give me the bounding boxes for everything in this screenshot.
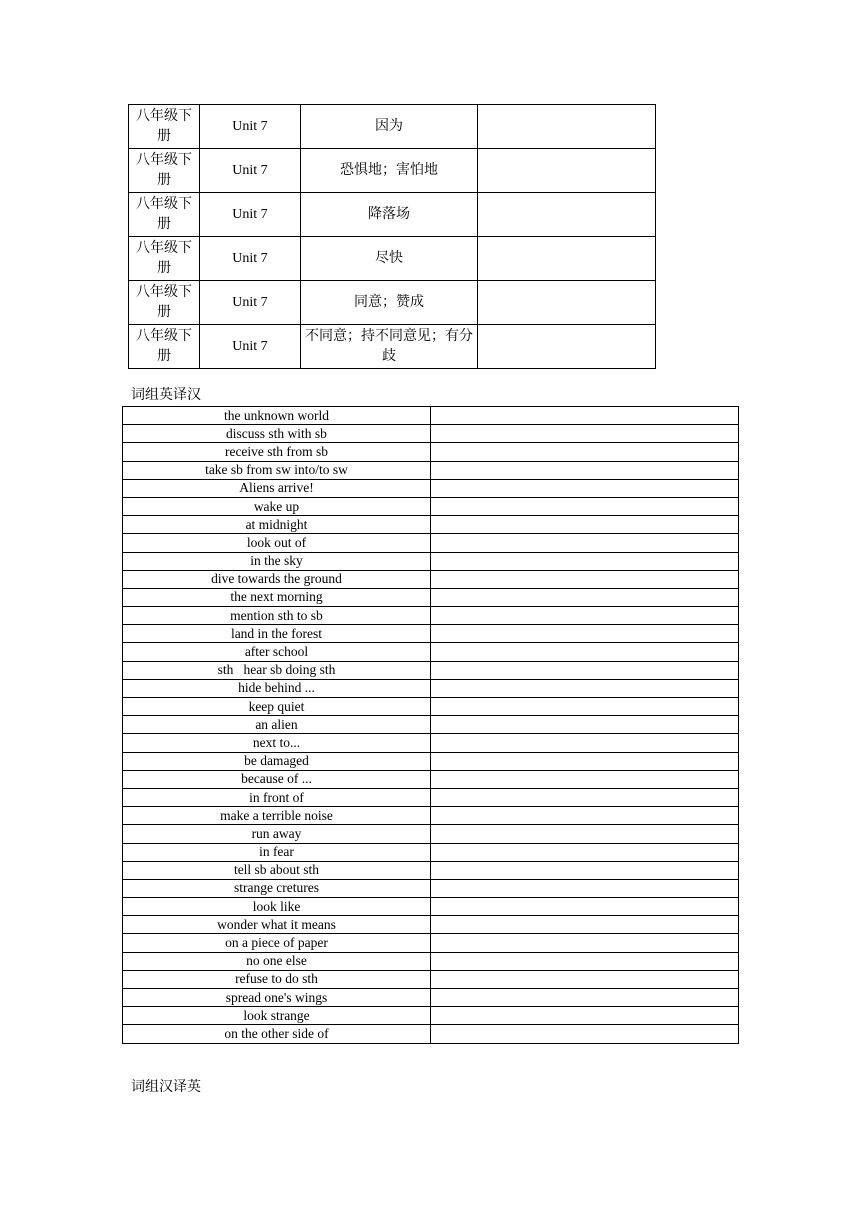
translation-answer-cell (431, 807, 739, 825)
phrase-row (123, 716, 739, 734)
meaning-cell: 尽快 (301, 237, 478, 281)
phrase-row (123, 443, 739, 461)
phrase-row (123, 607, 739, 625)
answer-cell (478, 105, 656, 149)
phrase-row (123, 734, 739, 752)
english-phrase-cell: at midnight (123, 516, 431, 534)
translation-answer-cell (431, 788, 739, 806)
translation-answer-cell (431, 570, 739, 588)
vocab-row (129, 193, 656, 237)
translation-answer-cell (431, 497, 739, 515)
phrase-row (123, 643, 739, 661)
phrase-row (123, 407, 739, 425)
phrase-row (123, 952, 739, 970)
english-phrase-cell: mention sth to sb (123, 607, 431, 625)
english-phrase-cell: hide behind ... (123, 679, 431, 697)
phrase-row (123, 861, 739, 879)
answer-cell (478, 149, 656, 193)
grade-cell: 八年级下册 (129, 193, 200, 237)
translation-answer-cell (431, 679, 739, 697)
english-phrase-cell: next to... (123, 734, 431, 752)
vocabulary-table (128, 104, 656, 369)
phrase-row (123, 479, 739, 497)
english-phrase-cell: take sb from sw into/to sw (123, 461, 431, 479)
translation-answer-cell (431, 861, 739, 879)
english-phrase-cell: no one else (123, 952, 431, 970)
phrase-row (123, 698, 739, 716)
english-phrase-cell: Aliens arrive! (123, 479, 431, 497)
phrase-row (123, 770, 739, 788)
grade-cell: 八年级下册 (129, 237, 200, 281)
english-phrase-cell: because of ... (123, 770, 431, 788)
english-phrase-cell: wake up (123, 497, 431, 515)
phrase-row (123, 661, 739, 679)
meaning-cell: 同意；赞成 (301, 281, 478, 325)
translation-answer-cell (431, 534, 739, 552)
english-phrase-cell: receive sth from sb (123, 443, 431, 461)
english-phrase-cell: tell sb about sth (123, 861, 431, 879)
phrase-row (123, 807, 739, 825)
translation-answer-cell (431, 952, 739, 970)
translation-answer-cell (431, 1025, 739, 1043)
phrase-row (123, 1025, 739, 1043)
phrase-row (123, 461, 739, 479)
english-phrase-cell: make a terrible noise (123, 807, 431, 825)
phrase-row (123, 752, 739, 770)
translation-answer-cell (431, 407, 739, 425)
english-phrase-cell: dive towards the ground (123, 570, 431, 588)
section-heading-en-to-zh: 词组英译汉 (131, 388, 201, 403)
english-phrase-cell: run away (123, 825, 431, 843)
phrase-row (123, 497, 739, 515)
grade-cell: 八年级下册 (129, 325, 200, 369)
vocab-row (129, 149, 656, 193)
translation-answer-cell (431, 443, 739, 461)
phrase-table-body (123, 407, 739, 1044)
english-phrase-cell: in the sky (123, 552, 431, 570)
phrase-row (123, 1007, 739, 1025)
english-phrase-cell: in fear (123, 843, 431, 861)
phrase-row (123, 570, 739, 588)
meaning-cell: 降落场 (301, 193, 478, 237)
english-phrase-cell: spread one's wings (123, 989, 431, 1007)
phrase-row (123, 825, 739, 843)
grade-cell: 八年级下册 (129, 149, 200, 193)
translation-answer-cell (431, 970, 739, 988)
translation-answer-cell (431, 934, 739, 952)
translation-answer-cell (431, 588, 739, 606)
english-phrase-cell: on the other side of (123, 1025, 431, 1043)
english-phrase-cell: in front of (123, 788, 431, 806)
english-phrase-cell: look strange (123, 1007, 431, 1025)
translation-answer-cell (431, 716, 739, 734)
translation-answer-cell (431, 607, 739, 625)
translation-answer-cell (431, 825, 739, 843)
phrase-row (123, 843, 739, 861)
translation-answer-cell (431, 898, 739, 916)
meaning-cell: 恐惧地；害怕地 (301, 149, 478, 193)
section-heading-zh-to-en: 词组汉译英 (131, 1080, 201, 1095)
english-phrase-cell: wonder what it means (123, 916, 431, 934)
phrase-row (123, 425, 739, 443)
english-phrase-cell: look like (123, 898, 431, 916)
phrase-translation-table (122, 406, 739, 1044)
translation-answer-cell (431, 1007, 739, 1025)
english-phrase-cell: the unknown world (123, 407, 431, 425)
meaning-cell: 不同意；持不同意见；有分歧 (301, 325, 478, 369)
answer-cell (478, 193, 656, 237)
vocab-row (129, 325, 656, 369)
phrase-row (123, 879, 739, 897)
unit-cell: Unit 7 (200, 237, 301, 281)
english-phrase-cell: land in the forest (123, 625, 431, 643)
phrase-row (123, 916, 739, 934)
english-phrase-cell: the next morning (123, 588, 431, 606)
translation-answer-cell (431, 479, 739, 497)
phrase-row (123, 625, 739, 643)
english-phrase-cell: after school (123, 643, 431, 661)
answer-cell (478, 325, 656, 369)
english-phrase-cell: look out of (123, 534, 431, 552)
translation-answer-cell (431, 916, 739, 934)
translation-answer-cell (431, 625, 739, 643)
translation-answer-cell (431, 425, 739, 443)
unit-cell: Unit 7 (200, 193, 301, 237)
translation-answer-cell (431, 843, 739, 861)
unit-cell: Unit 7 (200, 281, 301, 325)
unit-cell: Unit 7 (200, 325, 301, 369)
vocabulary-table-body (129, 105, 656, 369)
translation-answer-cell (431, 879, 739, 897)
translation-answer-cell (431, 752, 739, 770)
phrase-row (123, 552, 739, 570)
meaning-cell: 因为 (301, 105, 478, 149)
phrase-row (123, 970, 739, 988)
translation-answer-cell (431, 770, 739, 788)
english-phrase-cell: be damaged (123, 752, 431, 770)
unit-cell: Unit 7 (200, 105, 301, 149)
answer-cell (478, 281, 656, 325)
translation-answer-cell (431, 989, 739, 1007)
vocab-row (129, 105, 656, 149)
translation-answer-cell (431, 516, 739, 534)
phrase-row (123, 788, 739, 806)
phrase-row (123, 516, 739, 534)
english-phrase-cell: strange cretures (123, 879, 431, 897)
english-phrase-cell: refuse to do sth (123, 970, 431, 988)
phrase-row (123, 934, 739, 952)
unit-cell: Unit 7 (200, 149, 301, 193)
english-phrase-cell: on a piece of paper (123, 934, 431, 952)
english-phrase-cell: discuss sth with sb (123, 425, 431, 443)
english-phrase-cell: keep quiet (123, 698, 431, 716)
translation-answer-cell (431, 643, 739, 661)
phrase-row (123, 534, 739, 552)
translation-answer-cell (431, 661, 739, 679)
translation-answer-cell (431, 734, 739, 752)
vocab-row (129, 281, 656, 325)
vocab-row (129, 237, 656, 281)
translation-answer-cell (431, 461, 739, 479)
answer-cell (478, 237, 656, 281)
phrase-row (123, 989, 739, 1007)
phrase-row (123, 679, 739, 697)
translation-answer-cell (431, 552, 739, 570)
grade-cell: 八年级下册 (129, 105, 200, 149)
english-phrase-cell: an alien (123, 716, 431, 734)
grade-cell: 八年级下册 (129, 281, 200, 325)
phrase-row (123, 588, 739, 606)
phrase-row (123, 898, 739, 916)
translation-answer-cell (431, 698, 739, 716)
english-phrase-cell: sth hear sb doing sth (123, 661, 431, 679)
